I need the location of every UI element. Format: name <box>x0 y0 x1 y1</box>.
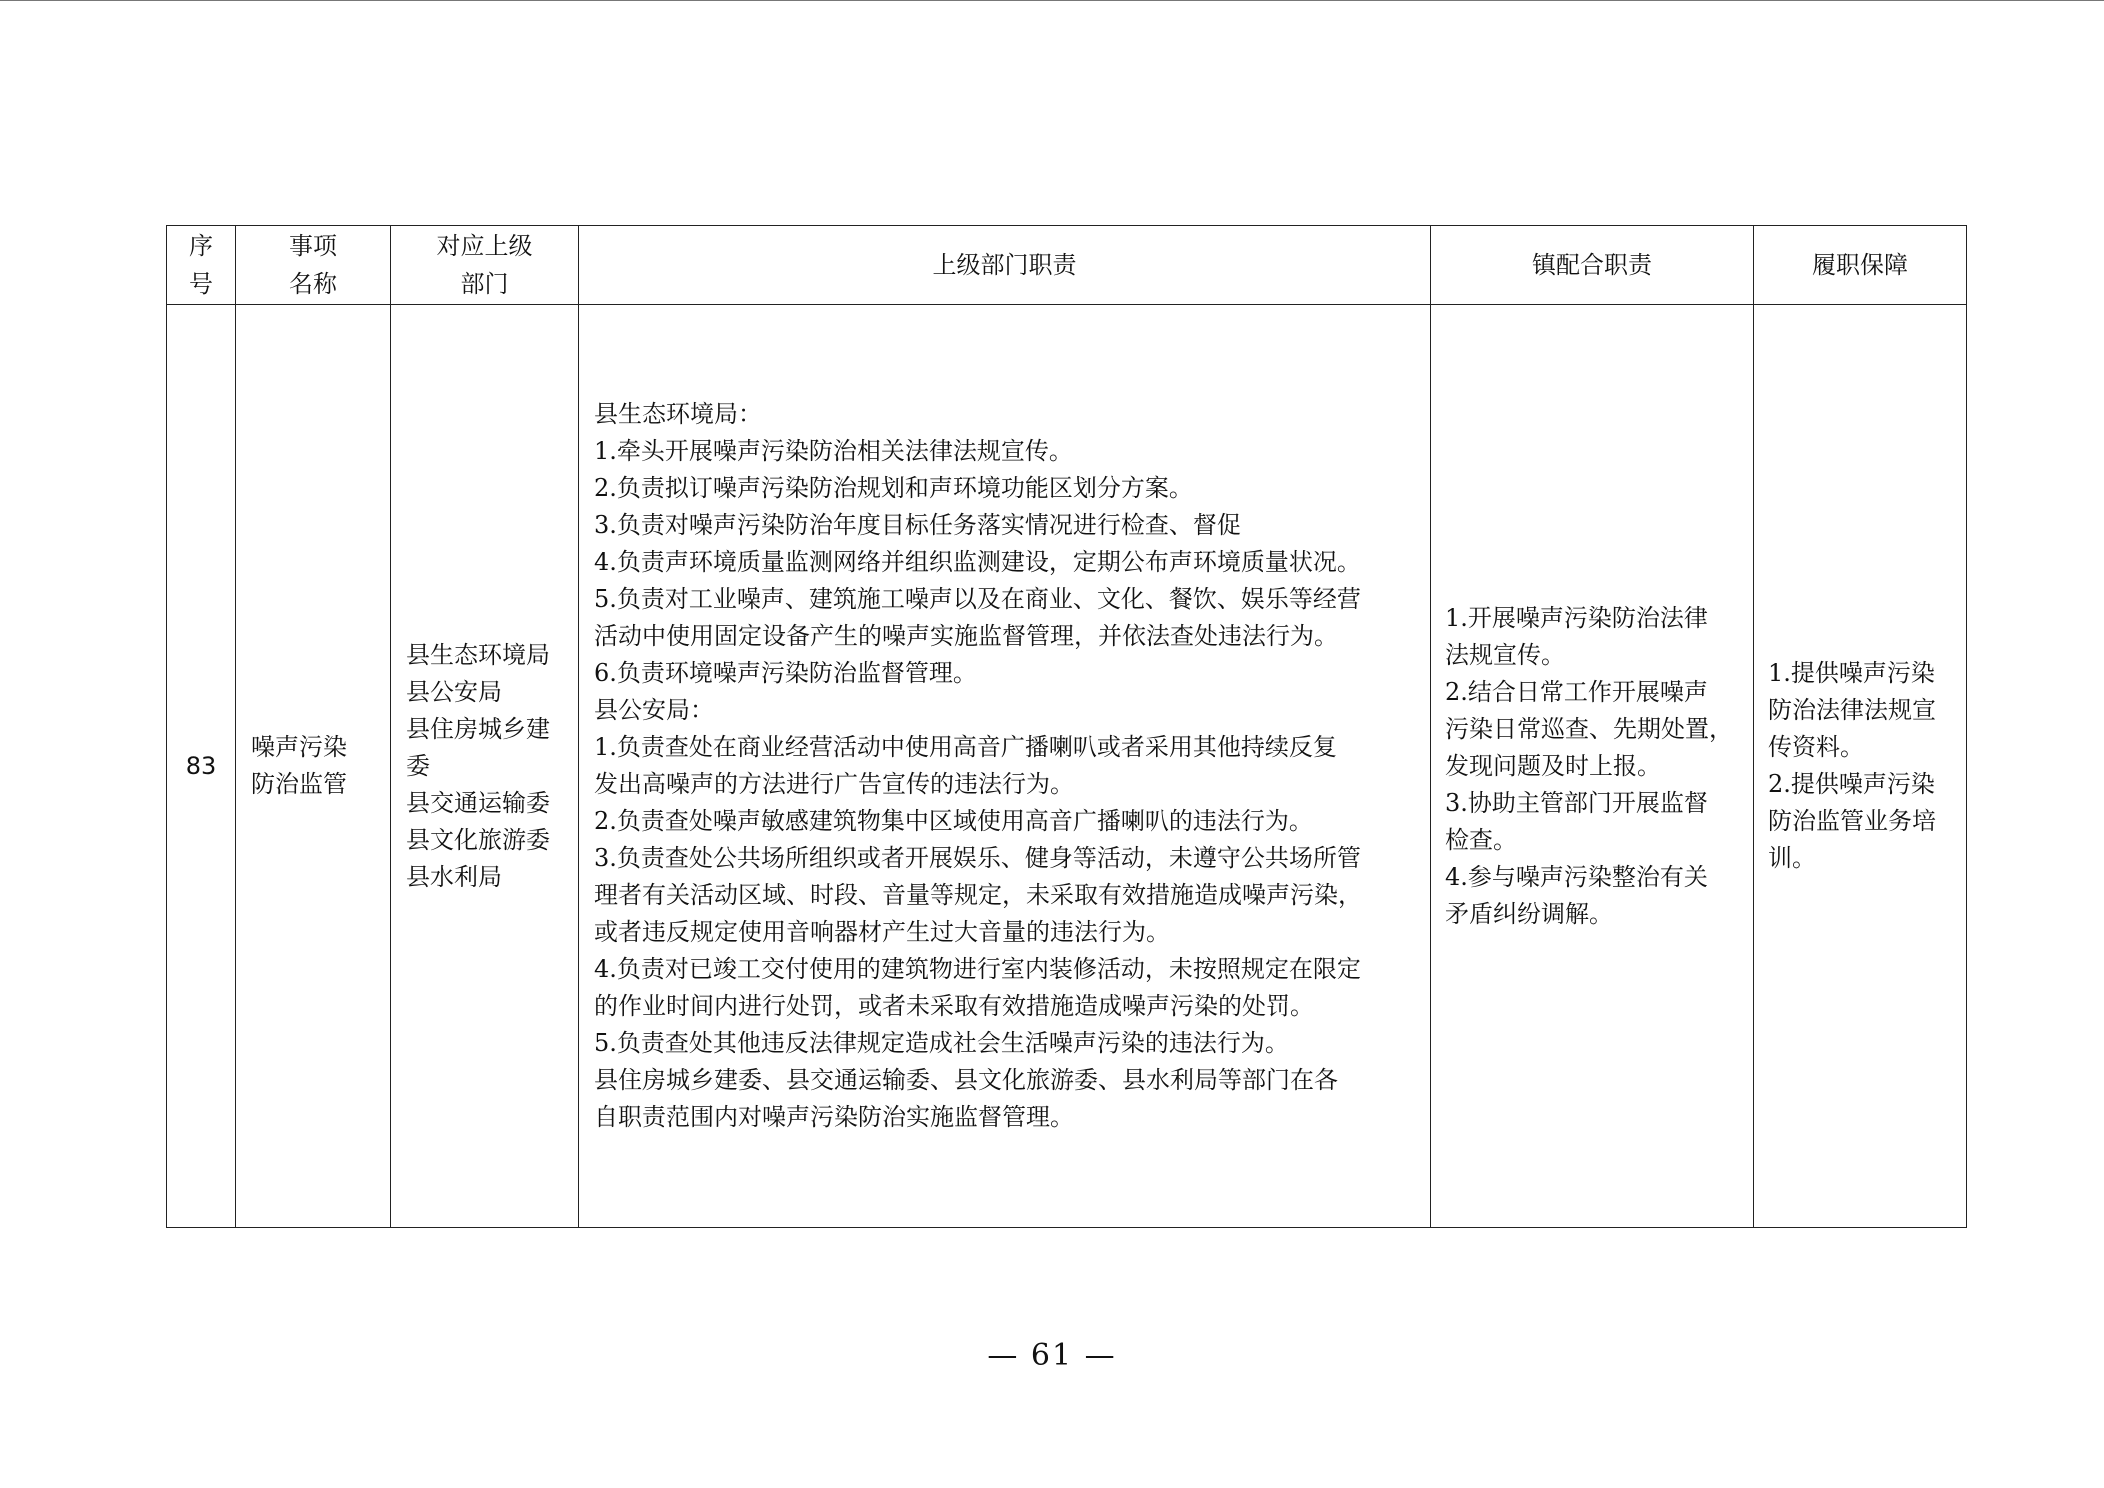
town-line: 矛盾纠纷调解。 <box>1445 899 1613 928</box>
page-number: — 61 — <box>987 1338 1117 1373</box>
town-line: 4.参与噪声污染整治有关 <box>1445 862 1708 891</box>
duty-table <box>166 225 1967 1228</box>
header-seq-line: 号 <box>189 270 213 298</box>
row-guarantee <box>1754 305 1967 1228</box>
row-item-line: 噪声污染 <box>251 733 347 761</box>
row-dept-line: 县住房城乡建 <box>406 714 550 743</box>
duty-line: 县生态环境局： <box>594 400 762 428</box>
guarantee-line: 防治法律法规宣 <box>1768 696 1936 724</box>
town-line: 检查。 <box>1445 825 1517 854</box>
row-seq: 83 <box>167 305 236 1228</box>
header-dept-line: 对应上级 <box>436 232 533 260</box>
duty-line: 2.负责查处噪声敏感建筑物集中区域使用高音广播喇叭的违法行为。 <box>594 807 1313 835</box>
town-line: 法规宣传。 <box>1445 640 1565 669</box>
row-dept-line: 委 <box>406 751 430 780</box>
duty-line: 3.负责查处公共场所组织或者开展娱乐、健身等活动，未遵守公共场所管 <box>594 844 1361 872</box>
duty-line: 发出高噪声的方法进行广告宣传的违法行为。 <box>594 770 1074 798</box>
town-line: 3.协助主管部门开展监督 <box>1445 788 1708 817</box>
town-line: 2.结合日常工作开展噪声 <box>1445 677 1708 706</box>
row-dept-line: 县水利局 <box>406 862 502 891</box>
duty-line: 1.负责查处在商业经营活动中使用高音广播喇叭或者采用其他持续反复 <box>594 733 1337 761</box>
town-line: 污染日常巡查、先期处置， <box>1445 714 1733 743</box>
row-dept-line: 县文化旅游委 <box>406 825 550 854</box>
header-item-line: 事项 <box>289 232 337 260</box>
duty-line: 县公安局： <box>594 696 714 724</box>
row-dept-line: 县交通运输委 <box>406 788 550 817</box>
town-line: 发现问题及时上报。 <box>1445 751 1661 780</box>
row-item <box>236 305 391 1228</box>
row-duty <box>579 305 1431 1228</box>
guarantee-line: 训。 <box>1768 844 1816 872</box>
guarantee-line: 2.提供噪声污染 <box>1768 770 1935 798</box>
row-dept <box>391 305 579 1228</box>
header-dept-line: 部门 <box>460 270 509 298</box>
duty-line: 理者有关活动区域、时段、音量等规定，未采取有效措施造成噪声污染， <box>594 881 1362 909</box>
duty-line: 2.负责拟订噪声污染防治规划和声环境功能区划分方案。 <box>594 474 1193 502</box>
row-item-line: 防治监管 <box>251 770 347 798</box>
header-dept <box>391 226 579 305</box>
duty-line: 3.负责对噪声污染防治年度目标任务落实情况进行检查、督促 <box>594 511 1241 539</box>
row-dept-line: 县公安局 <box>406 677 502 706</box>
duty-line: 1.牵头开展噪声污染防治相关法律法规宣传。 <box>594 437 1073 465</box>
duty-line: 活动中使用固定设备产生的噪声实施监督管理，并依法查处违法行为。 <box>594 622 1338 650</box>
row-dept-line: 县生态环境局 <box>406 640 550 669</box>
table-row <box>167 305 1967 1228</box>
header-town: 镇配合职责 <box>1431 226 1754 305</box>
table-header-row <box>167 226 1967 305</box>
header-item-line: 名称 <box>289 270 337 298</box>
duty-line: 5.负责对工业噪声、建筑施工噪声以及在商业、文化、餐饮、娱乐等经营 <box>594 585 1361 613</box>
header-guarantee: 履职保障 <box>1754 226 1967 305</box>
guarantee-line: 防治监管业务培 <box>1768 807 1936 835</box>
guarantee-line: 传资料。 <box>1768 733 1864 761</box>
row-town <box>1431 305 1754 1228</box>
duty-line: 县住房城乡建委、县交通运输委、县文化旅游委、县水利局等部门在各 <box>594 1066 1338 1094</box>
duty-line: 自职责范围内对噪声污染防治实施监督管理。 <box>594 1103 1074 1131</box>
duty-line: 4.负责对已竣工交付使用的建筑物进行室内装修活动，未按照规定在限定 <box>594 955 1361 983</box>
duty-line: 的作业时间内进行处罚，或者未采取有效措施造成噪声污染的处罚。 <box>594 992 1314 1020</box>
duty-line: 或者违反规定使用音响器材产生过大音量的违法行为。 <box>594 918 1170 946</box>
duty-line: 5.负责查处其他违反法律规定造成社会生活噪声污染的违法行为。 <box>594 1029 1289 1057</box>
header-seq-line: 序 <box>189 232 213 260</box>
header-seq <box>167 226 236 305</box>
duty-line: 6.负责环境噪声污染防治监督管理。 <box>594 659 977 687</box>
duty-line: 4.负责声环境质量监测网络并组织监测建设，定期公布声环境质量状况。 <box>594 548 1361 576</box>
header-duty: 上级部门职责 <box>579 226 1431 305</box>
town-line: 1.开展噪声污染防治法律 <box>1445 603 1708 632</box>
header-item <box>236 226 391 305</box>
page-top-rule <box>0 0 2104 1</box>
guarantee-line: 1.提供噪声污染 <box>1768 659 1935 687</box>
